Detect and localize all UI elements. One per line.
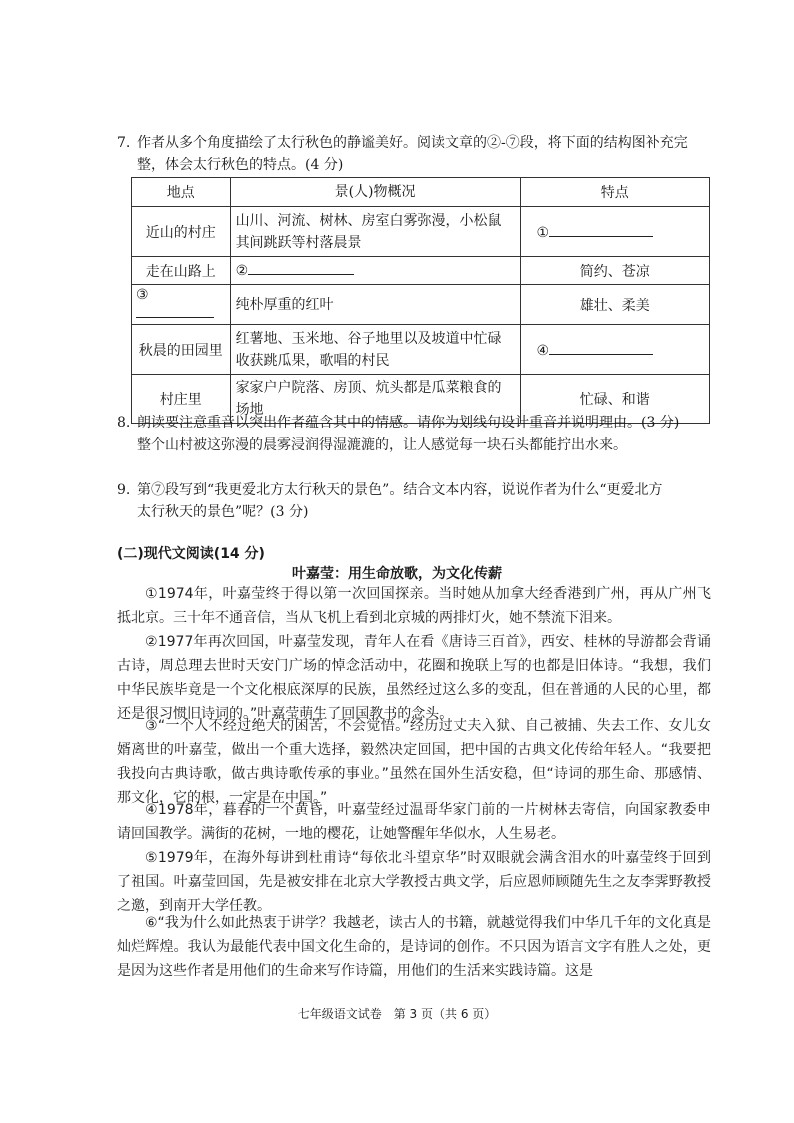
answer-blank[interactable]: [549, 222, 653, 237]
cell-scene: 纯朴厚重的红叶: [230, 285, 520, 325]
answer-blank[interactable]: [136, 303, 214, 318]
question-number: 9.: [117, 482, 131, 498]
table-row: [132, 285, 710, 325]
question-9-text: 第⑦段写到“我更爱北方太行秋天的景色”。结合文本内容，说说作者为什么“更爱北方: [137, 482, 663, 498]
answer-blank[interactable]: [549, 340, 653, 355]
blank-marker: ④: [536, 343, 550, 359]
cell-feature: 简约、苍凉: [520, 257, 709, 285]
cell-feature: 雄壮、柔美: [520, 285, 709, 325]
cell-place: 近山的村庄: [132, 207, 231, 257]
cell-scene: 家家户户院落、房顶、炕头都是瓜菜粮食的场地: [230, 375, 520, 424]
blank-marker: ②: [235, 262, 249, 279]
table-row: [132, 325, 710, 375]
question-7-line1: [117, 132, 711, 154]
article-paragraph: ⑤1979年，在海外每讲到杜甫诗“每依北斗望京华”时双眼就会满含泪水的叶嘉莹终于回到了祖国。叶嘉莹回国，先是被安排在北京大学教授古典文学，后应恩师顾随先生之友李霁野教授之邀，到南开大学任教。: [117, 850, 711, 914]
table-row: [132, 207, 710, 257]
header-feature: 特点: [520, 178, 709, 207]
cell-feature-blank[interactable]: [520, 207, 709, 257]
header-scene: 景(人)物概况: [230, 178, 520, 207]
question-7-line2: 整，体会太行秋色的特点。(4 分): [137, 157, 344, 173]
cell-place: 村庄里: [132, 375, 231, 424]
cell-scene-blank[interactable]: [230, 257, 520, 285]
question-8-text: 朗读要注意重音以突出作者蕴含其中的情感。请你为划线句设计重音并说明理由。(3 分): [137, 415, 680, 431]
question-9: [117, 479, 711, 523]
question-9-line1: [117, 479, 711, 501]
article-paragraph: ④1978年，暮春的一个黄昏，叶嘉莹经过温哥华家门前的一片树林去寄信，向国家教委申请回国教学。满街的花树，一地的樱花，让她警醒年华似水，人生易老。: [117, 802, 711, 842]
question-8-line: [117, 412, 711, 434]
question-9-line2: 太行秋天的景色”呢？(3 分): [137, 504, 309, 520]
article-paragraph: ③“一个人不经过绝大的困苦，不会觉悟。”经历过丈夫入狱、自己被捕、失去工作、女儿女婿离世的叶嘉莹，做出一个重大选择，毅然决定回国，把中国的古典文化传给年轻人。“我要把我投向古典诗歌，做古典诗歌传承的事业。”虽然在国外生活安稳，但“诗词的那生命、那感情、那文化，它的根，一定是在中国。”: [117, 718, 711, 806]
question-7: [117, 132, 711, 176]
article-paragraph: ①1974年，叶嘉莹终于得以第一次回国探亲。当时她从加拿大经香港到广州，再从广州飞抵北京。三十年不通音信，当从飞机上看到北京城的两排灯火，她不禁流下泪来。: [117, 586, 711, 626]
blank-marker: ③: [136, 287, 149, 303]
article-title: 叶嘉莹：用生命放歌，为文化传薪: [292, 566, 502, 582]
blank-marker: ①: [536, 225, 550, 241]
answer-blank[interactable]: [248, 260, 354, 275]
table-row: [132, 257, 710, 285]
question-8: [117, 412, 711, 456]
cell-feature-blank[interactable]: [520, 325, 709, 375]
question-7-text: 作者从多个角度描绘了太行秋色的静谧美好。阅读文章的②-⑦段，将下面的结构图补充完: [137, 135, 688, 151]
article-paragraph: ⑥“我为什么如此热衷于讲学？我越老，读古人的书籍，就越觉得我们中华几千年的文化真是灿烂辉煌。我认为最能代表中国文化生命的，是诗词的创作。不只因为语言文字有胜人之处，更是因为这些作者是用他们的生命来写作诗篇，用他们的生活来实践诗篇。这是: [117, 915, 711, 979]
section-title: (二)现代文阅读(14 分): [117, 546, 265, 562]
cell-scene: 红薯地、玉米地、谷子地里以及坡道中忙碌收获跳瓜果，歌唱的村民: [230, 325, 520, 375]
cell-place: 秋晨的田园里: [132, 325, 231, 375]
table-header-row: [132, 178, 710, 207]
cell-scene: 山川、河流、树林、房室白雾弥漫，小松鼠其间跳跃等村落晨景: [230, 207, 520, 257]
cell-place: 走在山路上: [132, 257, 231, 285]
underlined-sentence: 整个山村被这弥漫的晨雾浸润得湿漉漉的，让人感觉每一块石头都能拧出水来。: [137, 437, 627, 453]
page-footer: 七年级语文试卷 第 3 页（共 6 页）: [297, 1007, 497, 1021]
article-paragraph: ②1977年再次回国，叶嘉莹发现，青年人在看《唐诗三百首》，西安、桂林的导游都会背诵古诗，周总理去世时天安门广场的悼念活动中，花圈和挽联上写的也都是旧体诗。“我想，我们中华民族毕竟是一个文化根底深厚的民族，虽然经过这么多的变乱，但在普通的人民的心里，都还是很习惯旧诗词的。”叶嘉莹萌生了回国教书的念头。: [117, 634, 711, 722]
structure-table: [131, 177, 710, 424]
question-number: 8.: [117, 415, 131, 431]
cell-place-blank[interactable]: [132, 285, 231, 325]
question-number: 7.: [117, 135, 131, 151]
cell-feature: 忙碌、和谐: [520, 375, 709, 424]
header-place: 地点: [132, 178, 231, 207]
